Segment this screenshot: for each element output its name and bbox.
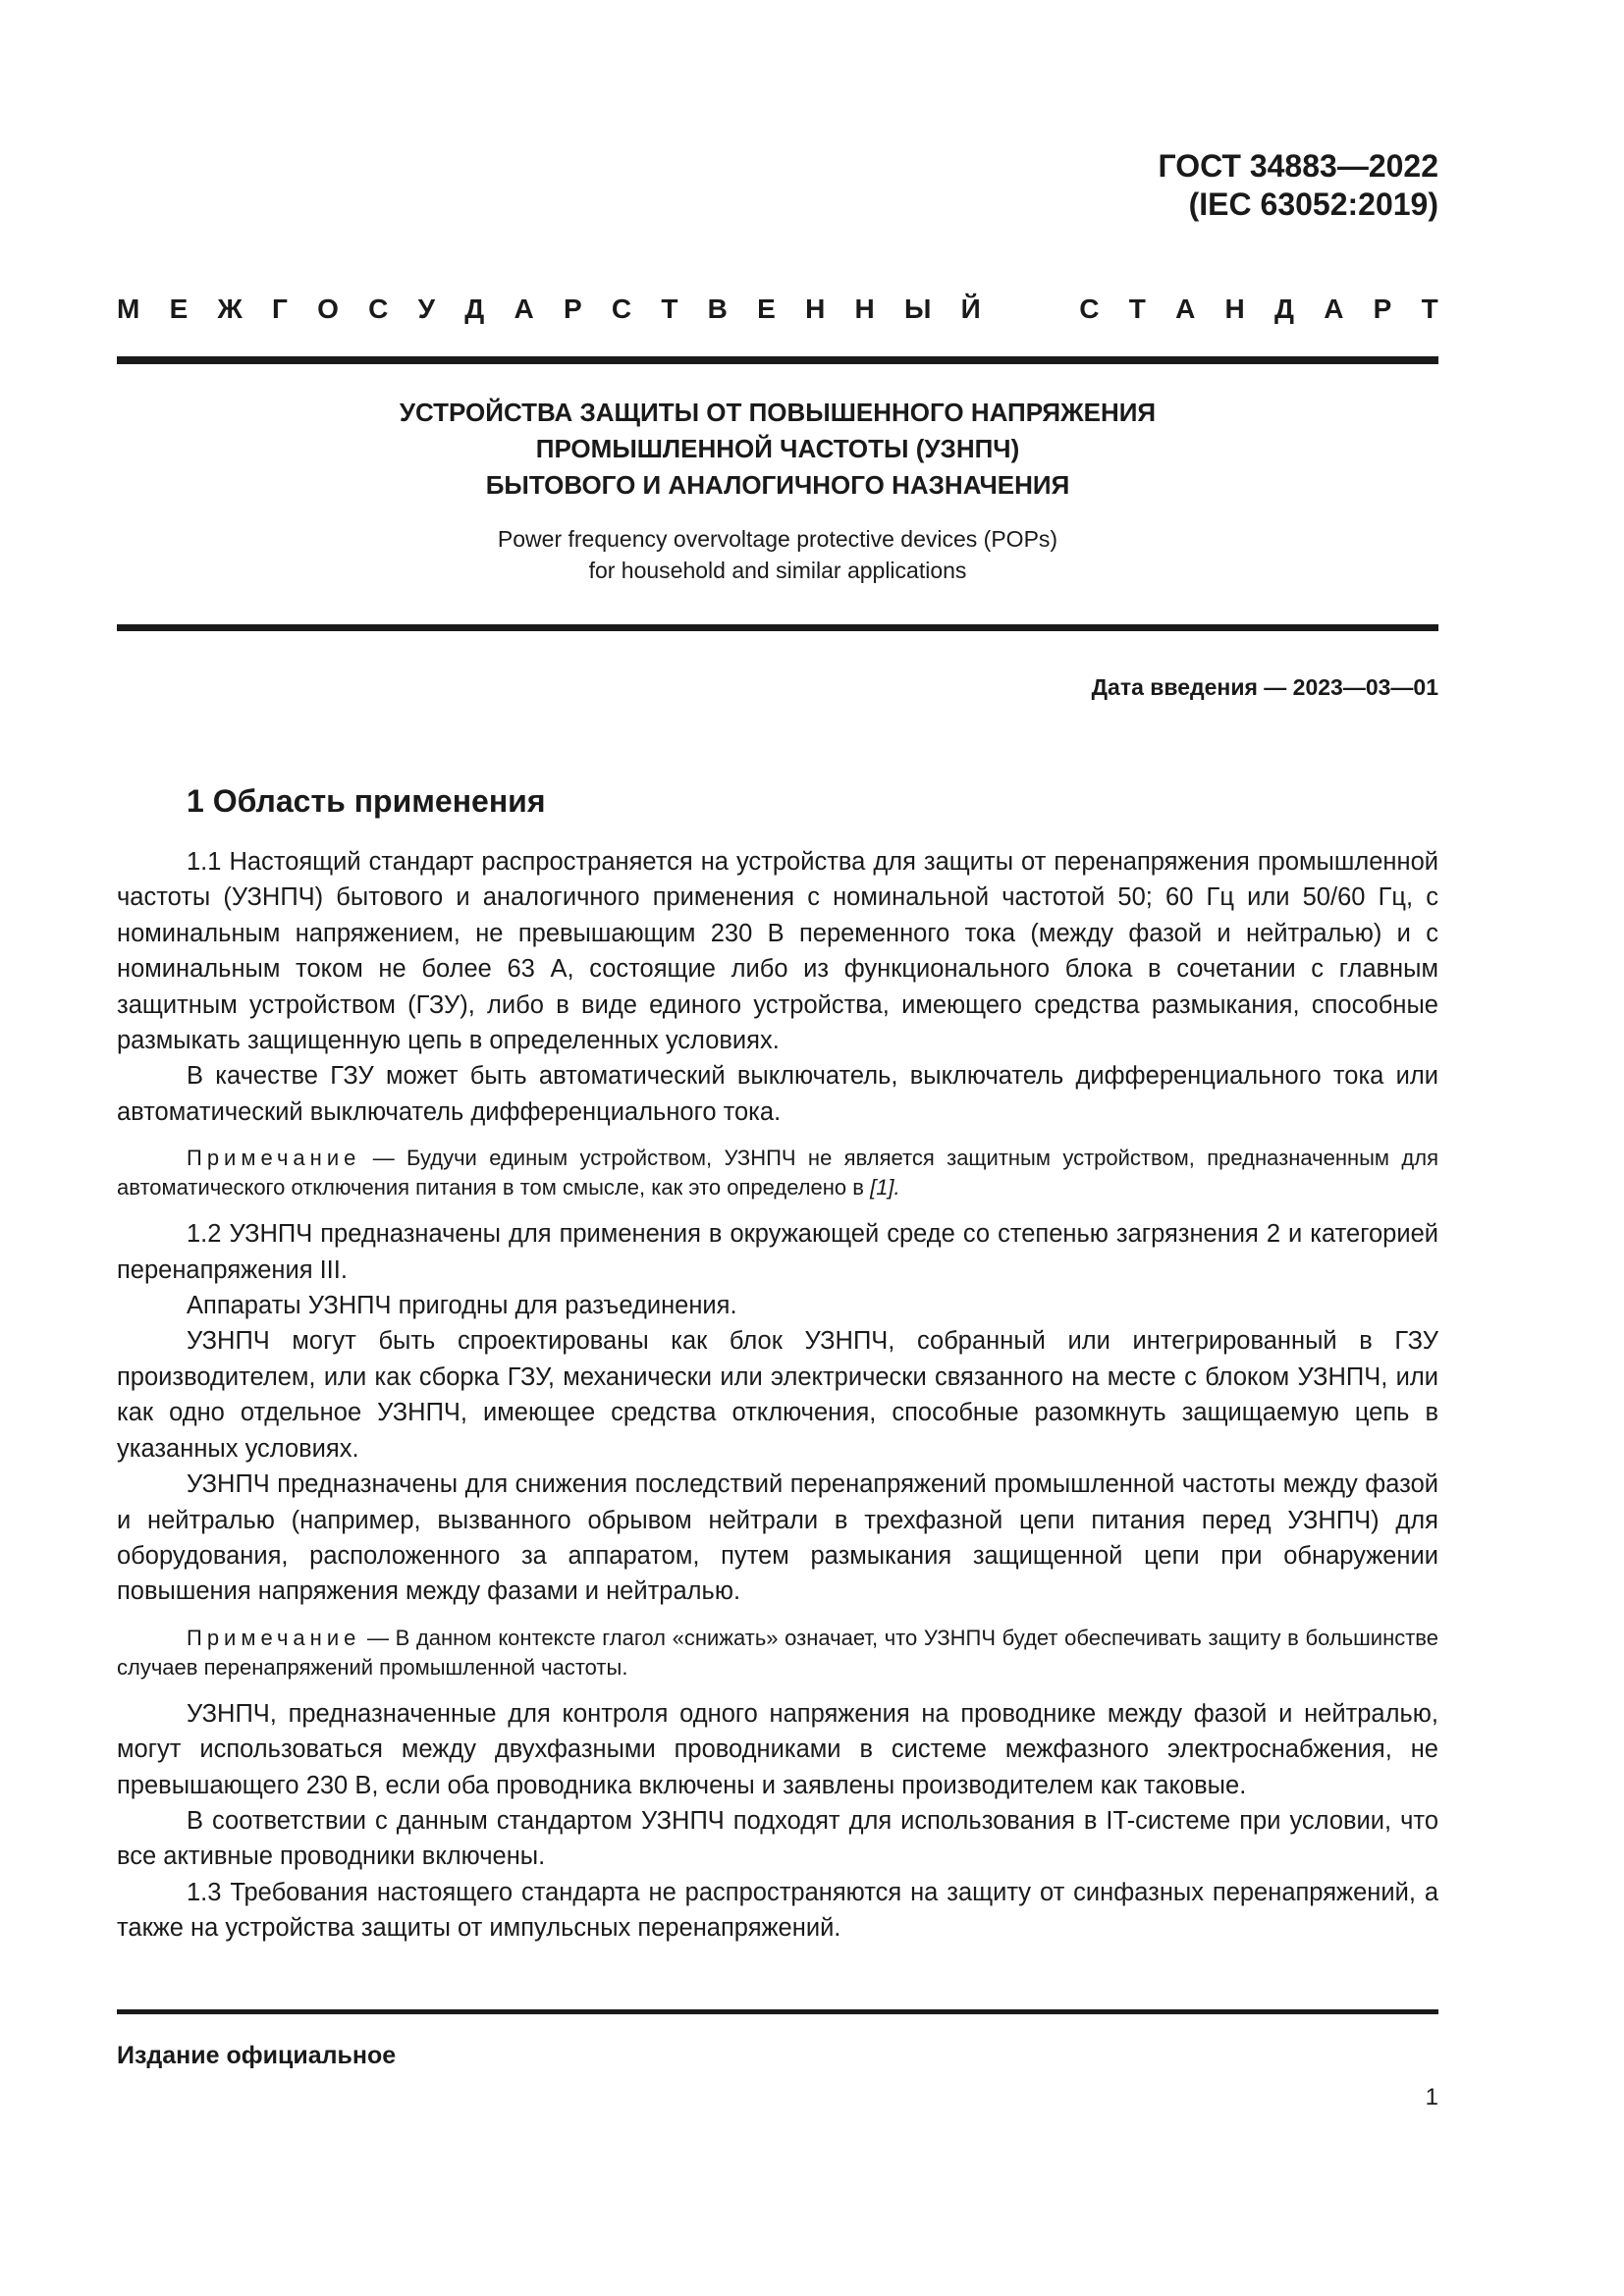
banner-letter: Д bbox=[1274, 294, 1294, 324]
banner-letter: Р bbox=[1373, 294, 1392, 324]
official-edition-label: Издание официальное bbox=[117, 2042, 397, 2069]
banner-letter: М bbox=[117, 294, 140, 324]
banner-letter: Н bbox=[805, 294, 826, 324]
banner-letter: А bbox=[1324, 294, 1344, 324]
banner-letter: А bbox=[514, 294, 534, 324]
footer-rule bbox=[117, 2009, 1438, 2014]
paragraph-it-system: В соответствии с данным стандартом УЗНПЧ подходят для использования в IT-системе при условии, что все активные проводники включены. bbox=[117, 1806, 1438, 1871]
standard-number: ГОСТ 34883—2022 bbox=[1158, 148, 1438, 184]
paragraph-disconnection: Аппараты УЗНПЧ пригодны для разъединения. bbox=[187, 1292, 737, 1320]
banner-letter: Т bbox=[1128, 294, 1146, 324]
paragraph-1-1: 1.1 Настоящий стандарт распространяется на устройства для защиты от перенапряжения промышленной частоты (УЗНПЧ) бытового и аналогичного применения с номинальной частотой 50; 60 Гц или 50/60 Гц, с номинальным напряжением, не превышающим 230 В переменного тока (между фазой и нейтралью) и с номинальным током не более 63 А, состоящие либо из функционального блока в сочетании с главным защитным устройством (ГЗУ), либо в виде единого устройства, имеющего средства размыкания, способные размыкать защищенную цепь в определенных условиях. bbox=[117, 848, 1438, 1055]
paragraph-1-2: 1.2 УЗНПЧ предназначены для применения в окружающей среде со степенью загрязнения 2 и категорией перенапряжения III. bbox=[117, 1220, 1438, 1284]
document-page bbox=[117, 0, 1438, 2296]
banner-letter: Й bbox=[960, 294, 981, 324]
banner-letter: Т bbox=[1421, 294, 1438, 324]
introduction-date: Дата введения — 2023—03—01 bbox=[1091, 674, 1438, 700]
standard-identifier bbox=[1158, 147, 1438, 224]
note-label: Примечание bbox=[187, 1146, 361, 1171]
banner-letter: В bbox=[707, 294, 728, 324]
russian-title-line: УСТРОЙСТВА ЗАЩИТЫ ОТ ПОВЫШЕННОГО НАПРЯЖЕНИЯ bbox=[399, 398, 1157, 427]
paragraph-pzu: В качестве ГЗУ может быть автоматический выключатель, выключатель дифференциального тока или автоматический выключатель дифференциального тока. bbox=[117, 1062, 1438, 1126]
banner-letter: Н bbox=[1224, 294, 1245, 324]
note-text: — Будучи единым устройством, УЗНПЧ не является защитным устройством, предназначенным для автоматического отключения питания в том смысле, как это определено в bbox=[117, 1146, 1438, 1201]
banner-word-gap bbox=[1010, 294, 1050, 325]
banner-letter: Ж bbox=[217, 294, 243, 324]
banner-letter: О bbox=[317, 294, 339, 324]
banner-letter: Т bbox=[661, 294, 678, 324]
page-number: 1 bbox=[1425, 2084, 1438, 2110]
english-title-line: for household and similar applications bbox=[588, 558, 967, 583]
interstate-standard-banner bbox=[117, 294, 1438, 325]
section-body bbox=[117, 844, 1438, 1947]
note-text: — В данном контексте глагол «снижать» означает, что УЗНПЧ будет обеспечивать защиту в большинстве случаев перенапряжений промышленной частоты. bbox=[117, 1625, 1438, 1680]
banner-letter: С bbox=[368, 294, 389, 324]
section-heading: 1 Область применения bbox=[187, 783, 546, 819]
banner-letter: У bbox=[417, 294, 436, 324]
russian-title-line: БЫТОВОГО И АНАЛОГИЧНОГО НАЗНАЧЕНИЯ bbox=[485, 470, 1070, 500]
banner-letter: С bbox=[611, 294, 632, 324]
paragraph-design: УЗНПЧ могут быть спроектированы как блок УЗНПЧ, собранный или интегрированный в ГЗУ производителем, или как сборка ГЗУ, механически или электрически связанного на месте с блоком УЗНПЧ, или как одно отдельное УЗНПЧ, имеющее средства отключения, способные разомкнуть защищаемую цепь в указанных условиях. bbox=[117, 1327, 1438, 1463]
banner-letter: Е bbox=[757, 294, 776, 324]
russian-title-line: ПРОМЫШЛЕННОЙ ЧАСТОТЫ (УЗНПЧ) bbox=[535, 434, 1020, 463]
note-1 bbox=[117, 1144, 1438, 1202]
banner-letter: Ы bbox=[904, 294, 932, 324]
banner-letter: С bbox=[1079, 294, 1100, 324]
banner-letter: А bbox=[1175, 294, 1196, 324]
paragraph-1-3: 1.3 Требования настоящего стандарта не распространяются на защиту от синфазных перенапряжений, а также на устройства защиты от импульсных перенапряжений. bbox=[117, 1878, 1438, 1943]
bibliography-reference: [1]. bbox=[870, 1175, 900, 1201]
top-rule bbox=[117, 356, 1438, 364]
title-bottom-rule bbox=[117, 624, 1438, 631]
paragraph-purpose: УЗНПЧ предназначены для снижения последствий перенапряжений промышленной частоты между фазой и нейтралью (например, вызванного обрывом нейтрали в трехфазной цепи питания перед УЗНПЧ) для оборудования, расположенного за аппаратом, путем размыкания защищенной цепи при обнаружении повышения напряжения между фазами и нейтралью. bbox=[117, 1470, 1438, 1606]
banner-letter: Д bbox=[464, 294, 485, 324]
banner-letter: Е bbox=[169, 294, 189, 324]
iec-reference: (IEC 63052:2019) bbox=[1188, 187, 1438, 222]
note-label: Примечание bbox=[187, 1625, 361, 1650]
banner-letter: Н bbox=[854, 294, 875, 324]
russian-title bbox=[117, 395, 1438, 504]
banner-letter: Г bbox=[272, 294, 288, 324]
paragraph-phase-to-phase: УЗНПЧ, предназначенные для контроля одного напряжения на проводнике между фазой и нейтралью, могут использоваться между двухфазными проводниками в системе межфазного электроснабжения, не превышающего 230 В, если оба проводника включены и заявлены производителем как таковые. bbox=[117, 1699, 1438, 1799]
english-title bbox=[117, 523, 1438, 586]
note-2 bbox=[117, 1624, 1438, 1682]
english-title-line: Power frequency overvoltage protective devices (POPs) bbox=[497, 526, 1058, 552]
banner-letter: Р bbox=[563, 294, 582, 324]
